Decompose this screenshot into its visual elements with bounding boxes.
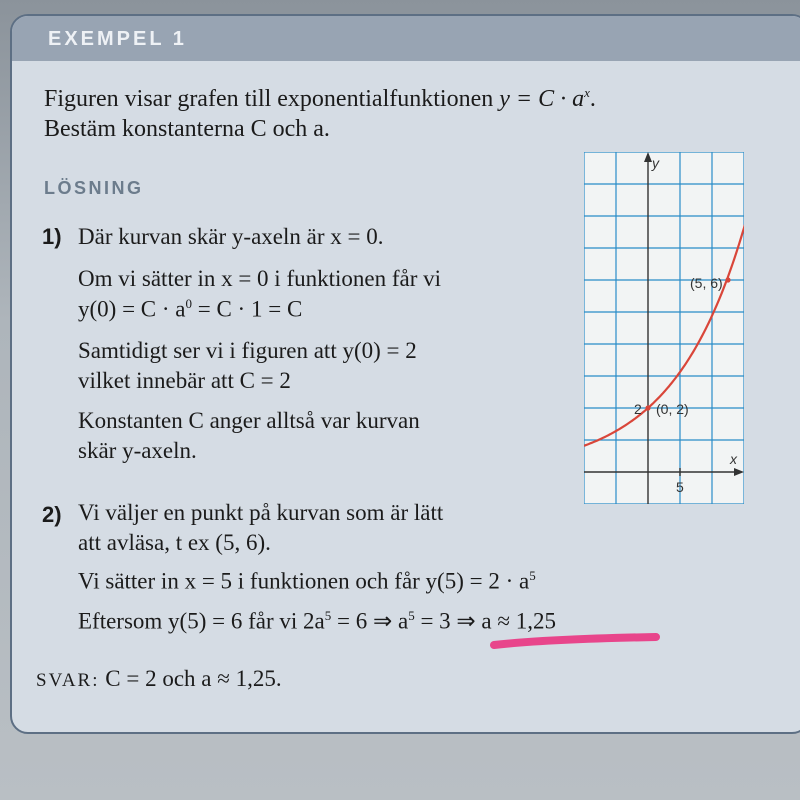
highlighter-stroke <box>488 633 663 649</box>
problem-line-1: Figuren visar grafen till exponentialfunktionen $y = C \cdot a^x$. <box>44 85 596 112</box>
step-1-line-7: skär y-axeln. <box>78 438 197 463</box>
step-1-number: 1) <box>42 224 62 249</box>
answer-line <box>36 666 282 692</box>
point-0-2 <box>645 405 650 410</box>
problem-line-2: Bestäm konstanterna C och a. <box>44 116 330 142</box>
step-1-line-6: Konstanten C anger alltså var kurvan <box>78 408 420 433</box>
step-2-line-3: Vi sätter in x = 5 i funktionen och får $y(5) = 2 \cdot a^5$ <box>78 568 536 594</box>
x-tick-5: 5 <box>676 479 684 495</box>
exponential-graph <box>584 152 744 504</box>
step-1-line-2: Om vi sätter in x = 0 i funktionen får vi <box>78 266 442 291</box>
step-1-line-3: $y(0) = C \cdot a^0 = C \cdot 1 = C$ <box>78 296 303 322</box>
point-label-0-2: (0, 2) <box>656 401 689 417</box>
problem-statement <box>44 78 596 144</box>
step-2-line-2: att avläsa, t ex (5, 6). <box>78 530 271 555</box>
example-title: EXEMPEL 1 <box>48 28 187 50</box>
y-tick-2: 2 <box>634 401 642 417</box>
step-2-number: 2) <box>42 502 62 527</box>
point-5-6 <box>725 277 730 282</box>
step-2-line-4: Eftersom y(5) = 6 får vi $2a^5 = 6$ ⇒ $a^5 = 3$ ⇒ a ≈ 1,25 <box>78 608 557 634</box>
answer-label: SVAR: <box>36 670 100 691</box>
example-box <box>10 14 800 734</box>
step-1-line-1: Där kurvan skär y-axeln är x = 0. <box>78 224 384 249</box>
point-label-5-6: (5, 6) <box>690 275 723 291</box>
y-axis-label: y <box>652 155 659 171</box>
answer-text: C = 2 och a ≈ 1,25. <box>99 666 282 691</box>
example-header <box>12 16 800 61</box>
graph-background <box>584 152 744 504</box>
x-axis-label: x <box>730 451 737 467</box>
step-2-line-1: Vi väljer en punkt på kurvan som är lätt <box>78 500 444 525</box>
solution-label: LÖSNING <box>44 178 144 198</box>
step-1-line-4: Samtidigt ser vi i figuren att y(0) = 2 <box>78 338 417 363</box>
problem-formula: y = C · a <box>499 86 585 112</box>
step-1-line-5: vilket innebär att C = 2 <box>78 368 291 393</box>
